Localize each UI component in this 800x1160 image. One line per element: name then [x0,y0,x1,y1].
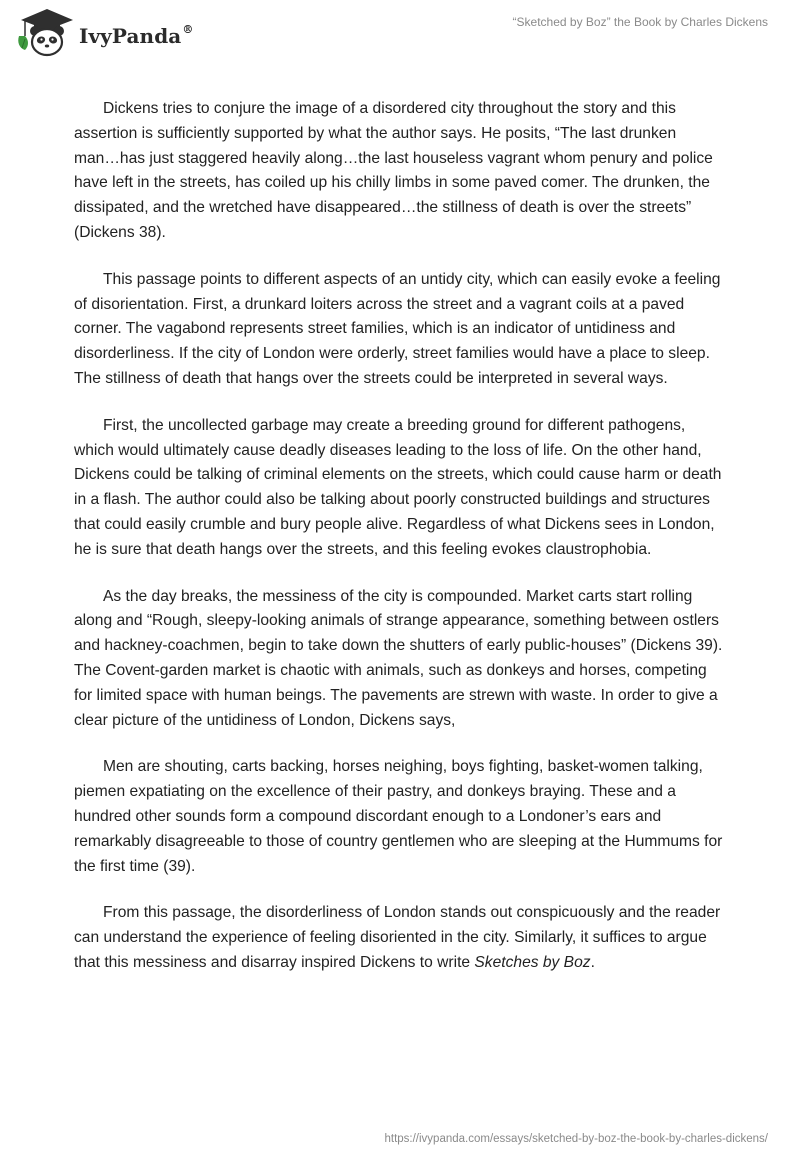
block-quote-paragraph: Men are shouting, carts backing, horses neighing, boys fighting, basket-women talking, piemen expatiating on the excellence of their pastry, and donkeys braying. These and a hundred other sounds form a compound discordant enough to a Londoner’s ears and remarkably disagreeable to those of country gentlemen who are sleeping at the Hummums for the first time (39). [74,758,723,875]
paragraph-6-end: . [590,953,595,971]
panda-graduate-icon [13,6,77,60]
document-title: “Sketched by Boz” the Book by Charles Dickens [512,15,768,29]
paragraph-1: Dickens tries to conjure the image of a disordered city throughout the story and this assertion is sufficiently supported by what the author says. He posits, “The last drunken man…has just staggered heavily along…the last houseless vagrant whom penury and police have left in the streets, has coiled up his chilly limbs in some paved comer. The drunken, the dissipated, and the wretched have disappeared…the stillness of death is over the streets” (Dickens 38). [74,100,713,241]
paragraph-6 [74,901,724,975]
paragraph-6-text: From this passage, the disorderliness of London stands out conspicuously and the reader can understand the experience of feeling disoriented in the city. Similarly, it suffices to argue that this messiness and disarray inspired Dickens to write [74,904,721,971]
paragraph-2: This passage points to different aspects of an untidy city, which can easily evoke a feeling of disorientation. First, a drunkard loiters across the street and a vagrant coils at a paved corner. The vagabond represents street families, which is an indicator of untidiness and disorderliness. If the city of London were orderly, street families would have a place to sleep. The stillness of death that hangs over the streets could be interpreted in several ways. [74,270,721,387]
essay-body [74,97,724,998]
page-header [0,0,800,70]
paragraph-3: First, the uncollected garbage may create a breeding ground for different pathogens, which would ultimately cause deadly diseases leading to the loss of life. On the other hand, Dickens could be talking of criminal elements on the streets, which could cause harm or death in a flash. The author could also be talking about poorly constructed buildings and structures that could easily crumble and bury people alive. Regardless of what Dickens sees in London, he is sure that death hangs over the streets, and this feeling evokes claustrophobia. [74,416,722,558]
brand-logo[interactable] [13,6,193,60]
paragraph-4: As the day breaks, the messiness of the city is compounded. Market carts start rolling along and “Rough, sleepy-looking animals of strange appearance, something between ostlers and hackney-coachmen, begin to take down the shutters of early public-houses” (Dickens 39). The Covent-garden market is chaotic with animals, such as donkeys and horses, competing for limited space with human beings. The pavements are strewn with waste. In order to give a clear picture of the untidiness of London, Dickens says, [74,587,723,729]
source-url[interactable]: https://ivypanda.com/essays/sketched-by-boz-the-book-by-charles-dickens/ [384,1133,768,1145]
brand-name: IvyPanda® [79,23,194,48]
book-title: Sketches by Boz [474,953,591,971]
